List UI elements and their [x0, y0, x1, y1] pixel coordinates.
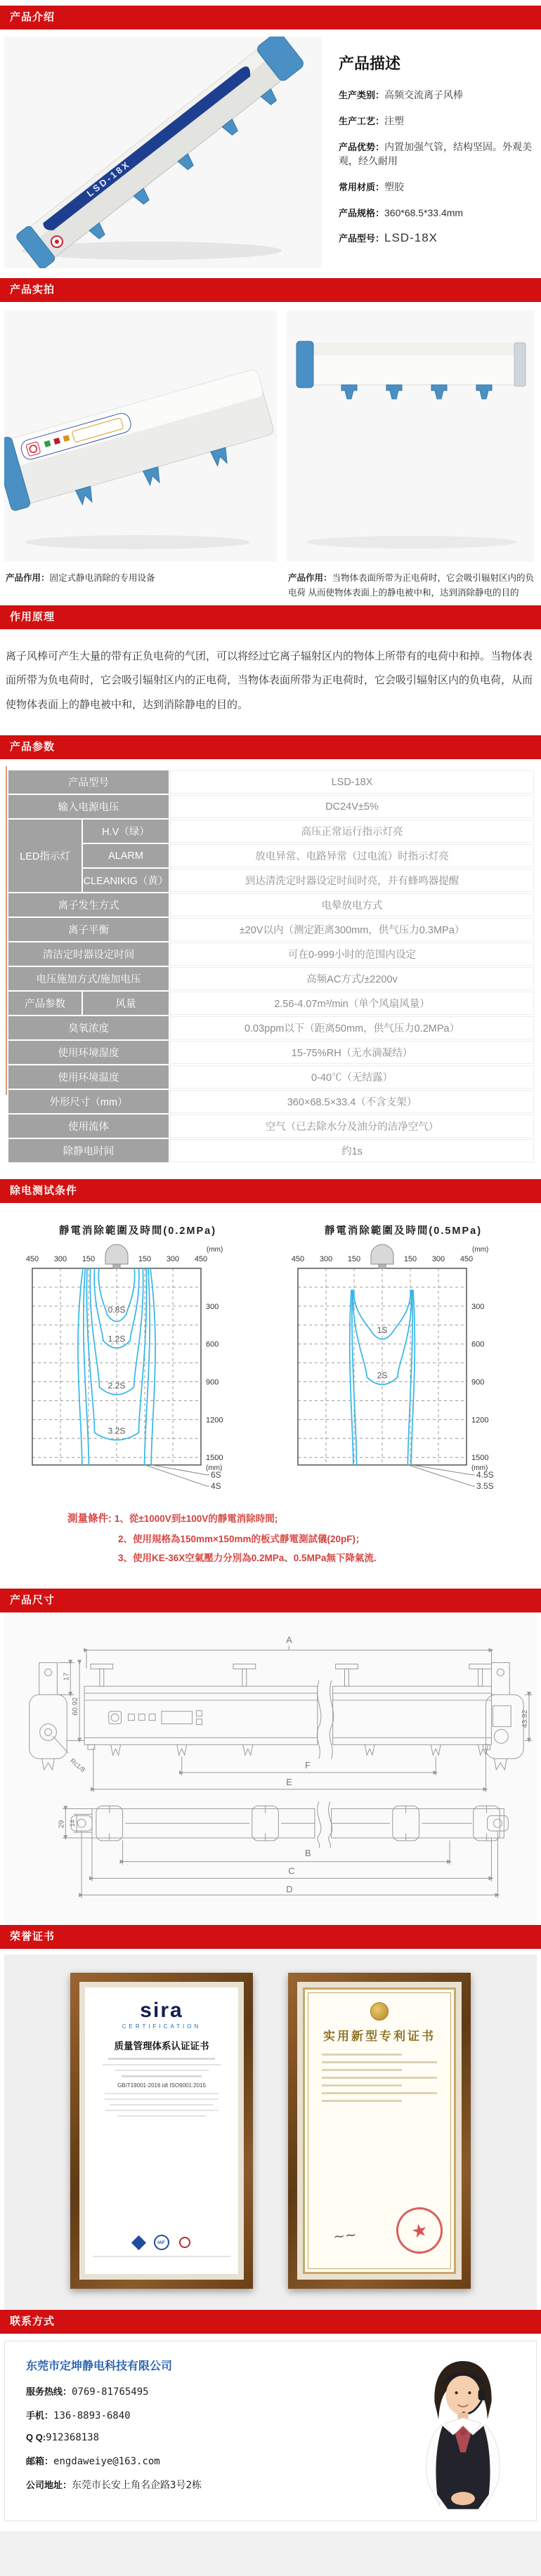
- param-row: [8, 1090, 534, 1113]
- product-photo-angled: [4, 310, 277, 562]
- caption-label: 产品作用：: [288, 573, 332, 583]
- param-value: 约1s: [170, 1139, 534, 1162]
- red-seal-stamp: [392, 2203, 447, 2258]
- spec-row: [339, 88, 533, 102]
- section-certificates: [4, 1954, 537, 2310]
- param-label: ALARM: [83, 844, 169, 867]
- placeholder-text-line: [322, 2053, 402, 2056]
- svg-text:150: 150: [138, 1255, 152, 1263]
- svg-text:450: 450: [194, 1255, 208, 1263]
- photo-caption-right: [287, 571, 537, 601]
- banner-label: 作用原理: [10, 610, 56, 623]
- param-label: 离子平衡: [8, 918, 169, 941]
- chart-title: 靜電消除範圍及時間(0.5MPa): [324, 1225, 483, 1237]
- company-name: 东莞市定坤静电科技有限公司: [26, 2360, 173, 2372]
- param-label: 离子发生方式: [8, 893, 169, 916]
- customer-service-avatar: [407, 2355, 519, 2511]
- param-row: [8, 1115, 534, 1138]
- spec-value: 注塑: [384, 115, 405, 126]
- svg-text:450: 450: [25, 1255, 39, 1263]
- spec-row: [339, 231, 533, 245]
- dim-14: 14: [69, 1820, 77, 1827]
- product-model-label: LSD-18X: [84, 158, 133, 199]
- param-value: ±20V以内（测定距离300mm，供气压力0.3MPa）: [170, 918, 534, 941]
- param-label: 产品型号: [8, 770, 169, 794]
- contact-label: 服务热线：: [26, 2386, 72, 2397]
- svg-text:300: 300: [166, 1255, 180, 1263]
- param-row: [8, 1041, 534, 1064]
- svg-text:2.2S: 2.2S: [107, 1380, 126, 1391]
- param-label: H.V（绿）: [83, 820, 169, 843]
- contact-value: 0769-81765495: [72, 2386, 149, 2398]
- param-value: 可在0-999小时的范围内设定: [170, 942, 534, 966]
- param-value: 0-40℃（无结露）: [170, 1065, 534, 1089]
- note-prefix: 測量條件:: [67, 1513, 115, 1525]
- section-banner-dimensions: [0, 1589, 541, 1612]
- thread-label: Rc1/8: [68, 1756, 87, 1774]
- param-label: 臭氧浓度: [8, 1016, 169, 1039]
- spec-row: [339, 206, 533, 219]
- param-label: 使用流体: [8, 1115, 169, 1138]
- svg-text:0.8S: 0.8S: [107, 1305, 126, 1315]
- placeholder-text-line: [322, 2084, 402, 2087]
- svg-text:150: 150: [82, 1255, 96, 1263]
- param-value: 高压正常运行指示灯亮: [170, 820, 534, 843]
- param-value: 15-75%RH（无水滴凝结）: [170, 1041, 534, 1064]
- placeholder-text-line: [105, 2098, 219, 2100]
- sira-logo-subtitle: CERTIFICATION: [122, 2023, 202, 2030]
- svg-text:1200: 1200: [471, 1416, 489, 1425]
- placeholder-text-line: [110, 2104, 214, 2105]
- intro-specs: [339, 88, 533, 245]
- spec-label: 产品规格：: [339, 208, 385, 218]
- section-banner-photos: [0, 278, 541, 302]
- param-row: [8, 893, 534, 916]
- banner-label: 联系方式: [10, 2315, 56, 2327]
- spec-label: 常用材质：: [339, 182, 385, 192]
- param-label: CLEANIKIG（黄）: [83, 869, 169, 892]
- sira-logo: sira: [140, 1999, 183, 2022]
- banner-label: 产品参数: [10, 741, 56, 753]
- params-table-body: [8, 770, 534, 1162]
- svg-text:1200: 1200: [206, 1416, 223, 1425]
- dimension-drawing: [4, 1622, 537, 1914]
- banner-label: 除电测试条件: [10, 1185, 78, 1197]
- svg-text:150: 150: [403, 1255, 417, 1263]
- section-banner-contact: [0, 2310, 541, 2334]
- svg-text:(mm): (mm): [471, 1464, 488, 1473]
- svg-text:4S: 4S: [211, 1481, 221, 1491]
- section-test-charts: [0, 1203, 541, 1505]
- param-value: 放电异常、电路异常（过电流）时指示灯亮: [170, 844, 534, 867]
- param-label: 使用环境温度: [8, 1065, 169, 1089]
- section-photos: [0, 302, 541, 605]
- param-label: 产品参数: [8, 992, 82, 1015]
- decorative-rule: [6, 766, 7, 1095]
- spec-value: 内置加强气管，结构坚固。外观美观，经久耐用: [339, 141, 533, 166]
- svg-text:600: 600: [206, 1340, 219, 1349]
- section-dimensions: [4, 1612, 537, 1925]
- chart-title: 靜電消除範圍及時間(0.2MPa): [58, 1225, 217, 1237]
- param-row: [8, 820, 534, 843]
- spec-label: 产品优势：: [339, 142, 385, 152]
- spec-value: 塑胶: [384, 181, 405, 192]
- dim-label-e: E: [286, 1776, 292, 1787]
- svg-text:300: 300: [53, 1255, 67, 1263]
- iaf-badge-icon: IAF: [154, 2235, 169, 2250]
- cnas-badge-icon: [179, 2237, 190, 2248]
- section-banner-certs: [0, 1925, 541, 1949]
- national-emblem-icon: [370, 2002, 389, 2020]
- svg-text:900: 900: [206, 1378, 219, 1387]
- caption-text: 当物体表面所带为正电荷时，它会吸引辐射区内的负电荷 从而使物体表面上的静电被中和，达到消除静电的目的: [288, 573, 535, 598]
- section-banner-test: [0, 1179, 541, 1203]
- param-value: 电晕放电方式: [170, 893, 534, 916]
- param-value: 高频AC方式/±2200v: [170, 967, 534, 990]
- photo-right-column: [287, 310, 537, 601]
- contact-value: 136-8893-6840: [53, 2410, 131, 2421]
- placeholder-text-line: [105, 2093, 219, 2094]
- param-label: 除静电时间: [8, 1139, 169, 1162]
- dim-label-c: C: [288, 1865, 295, 1877]
- section-banner-intro: [0, 6, 541, 29]
- param-label: 外形尺寸（mm）: [8, 1090, 169, 1113]
- svg-text:6S: 6S: [211, 1470, 221, 1480]
- note-line: 2、使用規格為150mm×150mm的板式靜電測試儀(20pF)；: [118, 1534, 365, 1544]
- param-row: [8, 918, 534, 941]
- product-photo-front: [287, 310, 534, 562]
- section-intro: [0, 29, 541, 278]
- dim-60-92: 60.92: [72, 1697, 80, 1716]
- param-label: 风量: [83, 992, 169, 1015]
- placeholder-text-line: [93, 2256, 230, 2257]
- contact-label: 邮箱：: [26, 2456, 54, 2466]
- placeholder-text-line: [322, 2092, 437, 2094]
- params-table: [7, 769, 535, 1164]
- dim-label-b: B: [305, 1847, 311, 1858]
- certificate-iso-frame: [70, 1973, 253, 2289]
- placeholder-text-line: [322, 2077, 437, 2079]
- contact-label: 公司地址：: [26, 2480, 72, 2490]
- placeholder-text-line: [322, 2069, 402, 2071]
- spec-value: LSD-18X: [384, 231, 438, 244]
- placeholder-text-line: [322, 2061, 437, 2063]
- product-description: [322, 37, 537, 268]
- spec-label: 生产工艺：: [339, 116, 385, 126]
- svg-text:3.2S: 3.2S: [107, 1426, 126, 1436]
- dim-label-a: A: [286, 1634, 292, 1645]
- svg-text:(mm): (mm): [472, 1246, 489, 1254]
- dim-label-f: F: [305, 1760, 311, 1770]
- svg-text:(mm): (mm): [207, 1246, 223, 1254]
- spec-value: 高频交流离子风棒: [384, 89, 464, 100]
- dim-43-92: 43.92: [521, 1709, 529, 1728]
- param-value: 0.03ppm以下（距离50mm，供气压力0.2MPa）: [170, 1016, 534, 1039]
- svg-text:1500: 1500: [471, 1454, 489, 1463]
- principle-paragraph: 离子风棒可产生大量的带有正负电荷的气团，可以将经过它离子辐射区内的物体上所带有的电荷中和掉。当物体表面所带为负电荷时，它会吸引辐射区内的正电荷，当物体表面所带为正电荷时，它会吸引辐射区内的负电荷，从而使物体表面上的静电被中和，达到消除静电的目的。: [6, 650, 533, 711]
- footer-strip: [0, 2531, 541, 2576]
- placeholder-text-line: [122, 2075, 202, 2077]
- certificate-iso: [85, 1987, 238, 2274]
- certificate-patent-frame: [288, 1973, 471, 2289]
- spec-row: [339, 114, 533, 128]
- param-row: [8, 1016, 534, 1039]
- spec-row: [339, 180, 533, 194]
- svg-text:1.2S: 1.2S: [107, 1334, 126, 1344]
- param-row: [8, 1139, 534, 1162]
- param-row: [8, 869, 534, 892]
- svg-text:3.5S: 3.5S: [476, 1481, 494, 1491]
- param-value: 2.56-4.07m³/min（单个风扇风量）: [170, 992, 534, 1015]
- contact-label: Q Q:: [26, 2432, 46, 2443]
- placeholder-text-line: [105, 2110, 218, 2111]
- param-value: 到达清洗定时器设定时间时亮，并有蜂鸣器提醒: [170, 869, 534, 892]
- certificate-mat: [79, 1982, 244, 2280]
- param-row: [8, 967, 534, 990]
- photo-left-column: [4, 310, 277, 601]
- static-elimination-chart-05mpa: [280, 1239, 526, 1499]
- param-row: [8, 770, 534, 794]
- dim-label-d: D: [286, 1884, 293, 1895]
- section-contact: [4, 2341, 537, 2521]
- note-line: 測量條件: 1、從±1000V到±100V的靜電消除時間;: [67, 1513, 278, 1525]
- photo-caption-left: [4, 571, 277, 586]
- product-description-title: 产品描述: [339, 55, 401, 72]
- svg-text:2S: 2S: [377, 1370, 388, 1381]
- param-label: 电压施加方式/施加电压: [8, 967, 169, 990]
- stamp-star: ★: [409, 2218, 430, 2242]
- section-banner-params: [0, 735, 541, 759]
- signature-mark: ~~: [332, 2226, 358, 2245]
- param-value: DC24V±5%: [170, 795, 534, 818]
- param-label: 输入电源电压: [8, 795, 169, 818]
- static-elimination-chart-02mpa: [15, 1239, 261, 1499]
- spec-value: 360*68.5*33.4mm: [384, 207, 464, 218]
- section-params: [0, 759, 541, 1179]
- svg-text:600: 600: [471, 1340, 485, 1349]
- placeholder-text-line: [117, 2115, 205, 2117]
- banner-label: 产品尺寸: [10, 1594, 56, 1606]
- measurement-conditions: [0, 1505, 541, 1589]
- caption-label: 产品作用：: [6, 573, 50, 583]
- banner-label: 产品实拍: [10, 284, 56, 296]
- param-label: LED指示灯: [8, 820, 82, 892]
- param-row: [8, 992, 534, 1015]
- param-row: [8, 1065, 534, 1089]
- placeholder-text-line: [108, 2058, 215, 2060]
- param-row: [8, 942, 534, 966]
- certificate-iso-title: 质量管理体系认证证书: [114, 2041, 209, 2051]
- param-label: 使用环境湿度: [8, 1041, 169, 1064]
- ion-bar-illustration: [4, 37, 322, 268]
- svg-text:450: 450: [459, 1255, 474, 1263]
- certificate-patent-title: 实用新型专利证书: [323, 2030, 436, 2043]
- banner-label: 产品介绍: [10, 11, 56, 23]
- svg-text:900: 900: [471, 1378, 485, 1387]
- contact-label: 手机：: [26, 2410, 54, 2421]
- param-value: 空气（已去除水分及油分的洁净空气）: [170, 1115, 534, 1138]
- ion-bar-front-illustration: [287, 310, 534, 562]
- param-value: 360×68.5×33.4（不含支架）: [170, 1090, 534, 1113]
- contact-value: 912368138: [46, 2432, 100, 2443]
- certificate-mat: [297, 1982, 462, 2280]
- banner-label: 荣誉证书: [10, 1931, 56, 1943]
- svg-text:(mm): (mm): [206, 1464, 223, 1473]
- certificate-patent: [303, 1987, 456, 2274]
- placeholder-text-line: [115, 2070, 209, 2071]
- svg-text:4.5S: 4.5S: [476, 1470, 494, 1480]
- dim-29: 29: [58, 1820, 66, 1829]
- caption-text: 固定式静电消除的专用设备: [49, 573, 155, 583]
- svg-text:300: 300: [471, 1302, 485, 1311]
- chart-02mpa: [15, 1223, 261, 1502]
- svg-text:1500: 1500: [206, 1454, 223, 1463]
- contact-value: engdaweiye@163.com: [53, 2456, 160, 2467]
- spec-label: 产品型号：: [339, 233, 385, 244]
- svg-text:300: 300: [206, 1302, 219, 1311]
- svg-text:300: 300: [431, 1255, 445, 1263]
- ukas-diamond-icon: [131, 2235, 145, 2249]
- spec-row: [339, 140, 533, 168]
- dim-17: 17: [63, 1672, 71, 1681]
- svg-text:150: 150: [347, 1255, 361, 1263]
- spec-label: 生产类别：: [339, 90, 385, 100]
- svg-text:1S: 1S: [377, 1325, 388, 1335]
- placeholder-text-line: [103, 2064, 220, 2065]
- chart-05mpa: [280, 1223, 526, 1502]
- certificate-badges: [85, 2235, 238, 2250]
- section-banner-principle: [0, 605, 541, 629]
- param-label: 清洁定时器设定时间: [8, 942, 169, 966]
- param-row: [8, 844, 534, 867]
- note-line: 3、使用KE-36X空氣壓力分別為0.2MPa、0.5MPa無下降氣流.: [118, 1553, 377, 1563]
- ion-bar-angled-illustration: [4, 310, 277, 562]
- param-value: LSD-18X: [170, 770, 534, 794]
- placeholder-text-line: [322, 2100, 402, 2102]
- param-row: [8, 795, 534, 818]
- contact-value: 东莞市长安上角名企路3号2栋: [72, 2480, 202, 2491]
- customer-service-image: [407, 2355, 519, 2515]
- product-hero-image: [4, 37, 322, 268]
- svg-text:450: 450: [291, 1255, 305, 1263]
- svg-text:300: 300: [319, 1255, 333, 1263]
- certificate-standard: GB/T19001-2016 idt ISO9001:2015: [117, 2082, 206, 2089]
